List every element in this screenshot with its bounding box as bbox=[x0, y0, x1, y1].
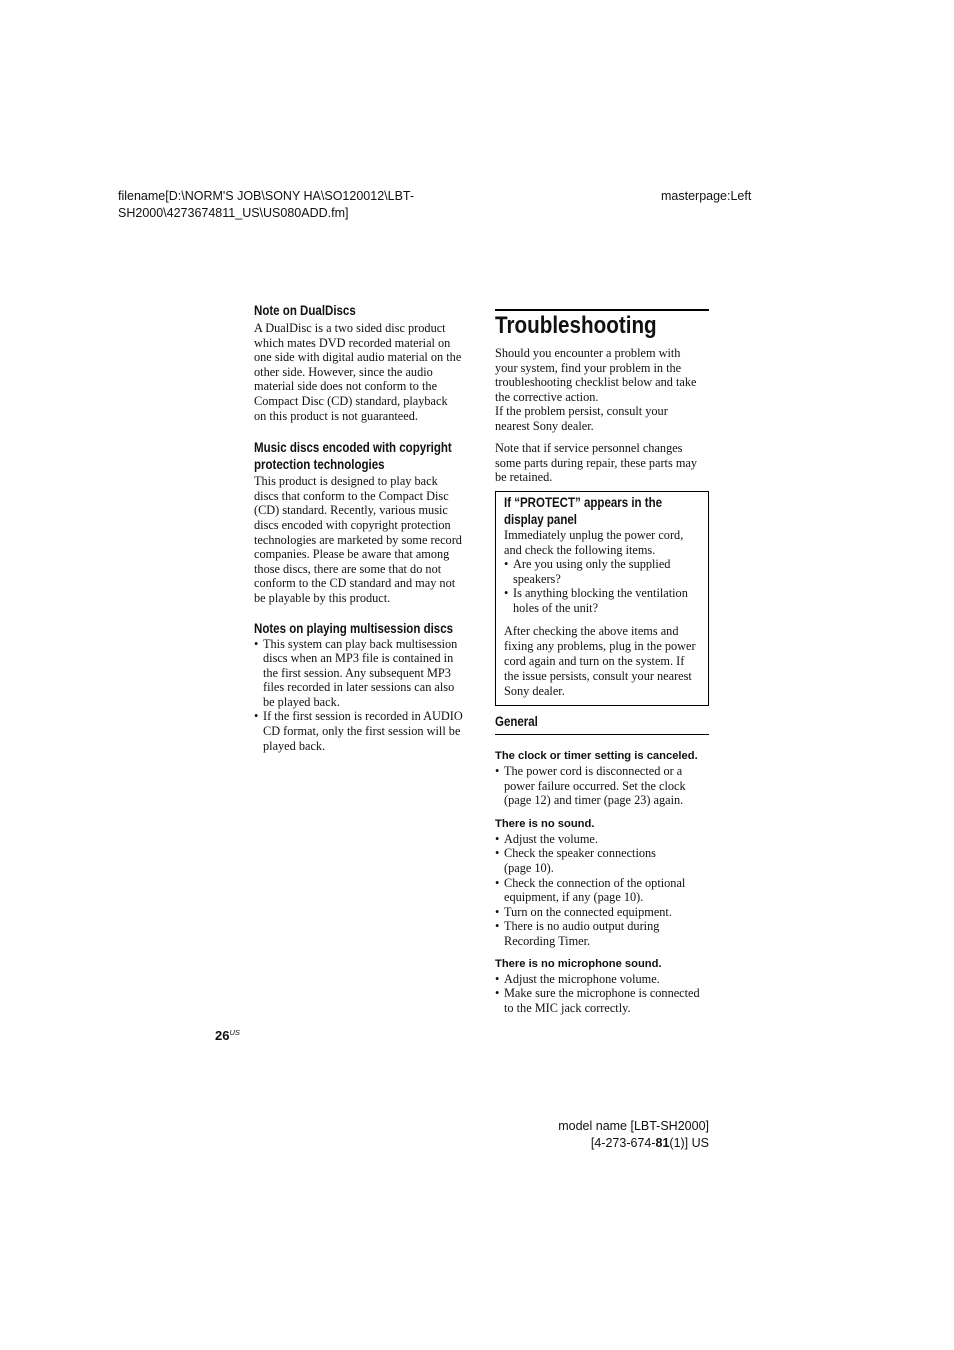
text-line: • This system can play back multisession bbox=[263, 636, 458, 651]
list-item bbox=[495, 764, 711, 808]
page-title: Troubleshooting bbox=[495, 312, 657, 339]
text-line: Note that if service personnel changes bbox=[495, 441, 683, 455]
text-line: cord again and turn on the system. If bbox=[504, 653, 685, 668]
text-line: equipment, if any (page 10). bbox=[504, 890, 644, 905]
text-line: • If the first session is recorded in AUDIO bbox=[263, 709, 463, 724]
copyright-heading bbox=[254, 439, 472, 473]
list-item bbox=[495, 876, 711, 905]
list-item bbox=[495, 986, 711, 1015]
page-number-value: 26 bbox=[215, 1028, 230, 1043]
text-line: conform to the CD standard and may not bbox=[254, 576, 456, 591]
dualdisc-heading: Note on DualDiscs bbox=[254, 303, 356, 318]
model-code-prefix: [4-273-674- bbox=[590, 1136, 656, 1150]
text-line: • Adjust the volume. bbox=[504, 831, 598, 846]
text-line: and check the following items. bbox=[504, 542, 656, 557]
text-line: technologies are marketed by some record bbox=[254, 532, 462, 547]
model-code-suffix: (1)] US bbox=[669, 1136, 709, 1150]
protect-heading-line: If “PROTECT” appears in the bbox=[504, 495, 663, 510]
text-line: be retained. bbox=[495, 470, 553, 485]
nomic-list bbox=[495, 972, 711, 1016]
list-item bbox=[504, 586, 704, 615]
nosound-heading: There is no sound. bbox=[495, 817, 595, 830]
intro-text bbox=[495, 346, 711, 434]
text-line: Sony dealer. bbox=[504, 684, 565, 699]
heading-line: protection technologies bbox=[254, 457, 385, 473]
text-line: discs that conform to the Compact Disc bbox=[254, 488, 449, 503]
text-line: (CD) standard. Recently, various music bbox=[254, 503, 448, 518]
text-line: those discs, there are some that do not bbox=[254, 561, 442, 576]
masterpage-label: masterpage:Left bbox=[661, 189, 752, 203]
text-line: fixing any problems, plug in the power bbox=[504, 638, 696, 653]
text-line: • Is anything blocking the ventilation bbox=[513, 586, 688, 601]
protect-content bbox=[504, 494, 704, 700]
filename-header bbox=[118, 188, 414, 222]
general-section bbox=[495, 749, 711, 1015]
text-line: Should you encounter a problem with bbox=[495, 346, 681, 360]
text-line: the first session. Any subsequent MP3 bbox=[263, 665, 451, 680]
nomic-heading: There is no microphone sound. bbox=[495, 957, 662, 970]
protect-after bbox=[504, 624, 704, 700]
filename-line-2: SH2000\4273674811_US\US080ADD.fm] bbox=[118, 206, 349, 220]
text-line: • Are you using only the supplied bbox=[513, 557, 671, 572]
text-line: (page 10). bbox=[504, 860, 554, 875]
multisession-list bbox=[254, 637, 472, 754]
text-line: nearest Sony dealer. bbox=[495, 418, 594, 433]
left-column bbox=[254, 302, 472, 753]
list-item bbox=[254, 709, 472, 753]
text-line: • Turn on the connected equipment. bbox=[504, 904, 672, 919]
filename-line-1: filename[D:\NORM'S JOB\SONY HA\SO120012\LBT- bbox=[118, 189, 415, 203]
list-item bbox=[254, 637, 472, 710]
text-line: This product is designed to play back bbox=[254, 474, 438, 489]
general-heading: General bbox=[495, 714, 538, 729]
page-number bbox=[215, 1025, 240, 1044]
text-line: other side. However, since the audio bbox=[254, 364, 433, 379]
list-item bbox=[495, 832, 711, 847]
text-line: one side with digital audio material on the bbox=[254, 350, 462, 365]
model-footer bbox=[558, 1118, 709, 1152]
note-text bbox=[495, 441, 711, 485]
heading-line: Music discs encoded with copyright bbox=[254, 440, 452, 456]
list-item bbox=[495, 919, 711, 948]
text-line: discs encoded with copyright protection bbox=[254, 517, 451, 532]
text-line: (page 12) and timer (page 23) again. bbox=[504, 793, 684, 808]
dualdisc-text bbox=[254, 321, 472, 423]
text-line: If the problem persist, consult your bbox=[495, 404, 668, 419]
text-line: troubleshooting checklist below and take bbox=[495, 375, 697, 390]
text-line: some parts during repair, these parts may bbox=[495, 455, 698, 470]
list-item bbox=[495, 972, 711, 987]
list-item bbox=[504, 557, 704, 586]
text-line: be playable by this product. bbox=[254, 590, 391, 605]
text-line: power failure occurred. Set the clock bbox=[504, 778, 686, 793]
text-line: on this product is not guaranteed. bbox=[254, 408, 418, 423]
model-code-bold: 81 bbox=[655, 1136, 670, 1150]
text-line: A DualDisc is a two sided disc product bbox=[254, 321, 446, 335]
text-line: speakers? bbox=[513, 571, 561, 586]
text-line: Immediately unplug the power cord, bbox=[504, 528, 684, 542]
text-line: played back. bbox=[263, 738, 326, 753]
text-line: • Check the speaker connections bbox=[504, 846, 656, 861]
text-line: • Check the connection of the optional bbox=[504, 875, 686, 890]
general-rule bbox=[495, 734, 709, 735]
copyright-text bbox=[254, 474, 472, 605]
text-line: After checking the above items and bbox=[504, 623, 679, 638]
multisession-heading: Notes on playing multisession discs bbox=[254, 620, 454, 636]
nosound-list bbox=[495, 832, 711, 949]
text-line: files recorded in later sessions can also bbox=[263, 680, 455, 695]
list-item bbox=[495, 846, 711, 875]
text-line: material side does not conform to the bbox=[254, 379, 438, 394]
text-line: • There is no audio output during bbox=[504, 919, 660, 934]
text-line: • The power cord is disconnected or a bbox=[504, 764, 683, 778]
clock-heading: The clock or timer setting is canceled. bbox=[495, 750, 698, 762]
protect-heading-line: display panel bbox=[504, 512, 577, 527]
text-line: CD format, only the first session will be bbox=[263, 724, 461, 739]
text-line: which mates DVD recorded material on bbox=[254, 335, 451, 350]
text-line: be played back. bbox=[263, 694, 340, 709]
text-line: • Make sure the microphone is connected bbox=[504, 986, 700, 1001]
text-line: Recording Timer. bbox=[504, 933, 591, 948]
text-line: to the MIC jack correctly. bbox=[504, 1000, 631, 1015]
text-line: companies. Please be aware that among bbox=[254, 547, 450, 562]
model-name: model name [LBT-SH2000] bbox=[558, 1119, 709, 1133]
text-line: your system, find your problem in the bbox=[495, 360, 682, 375]
page-number-suffix: US bbox=[229, 1028, 240, 1037]
title-rule bbox=[495, 309, 709, 311]
model-code bbox=[558, 1135, 709, 1152]
text-line: the corrective action. bbox=[495, 389, 599, 404]
text-line: Compact Disc (CD) standard, playback bbox=[254, 393, 448, 408]
text-line: holes of the unit? bbox=[513, 600, 599, 615]
text-line: the issue persists, consult your nearest bbox=[504, 669, 692, 684]
text-line: discs when an MP3 file is contained in bbox=[263, 651, 454, 666]
clock-list bbox=[495, 764, 711, 808]
protect-list bbox=[504, 557, 704, 615]
text-line: • Adjust the microphone volume. bbox=[504, 971, 660, 986]
protect-lead bbox=[504, 528, 704, 557]
list-item bbox=[495, 905, 711, 920]
